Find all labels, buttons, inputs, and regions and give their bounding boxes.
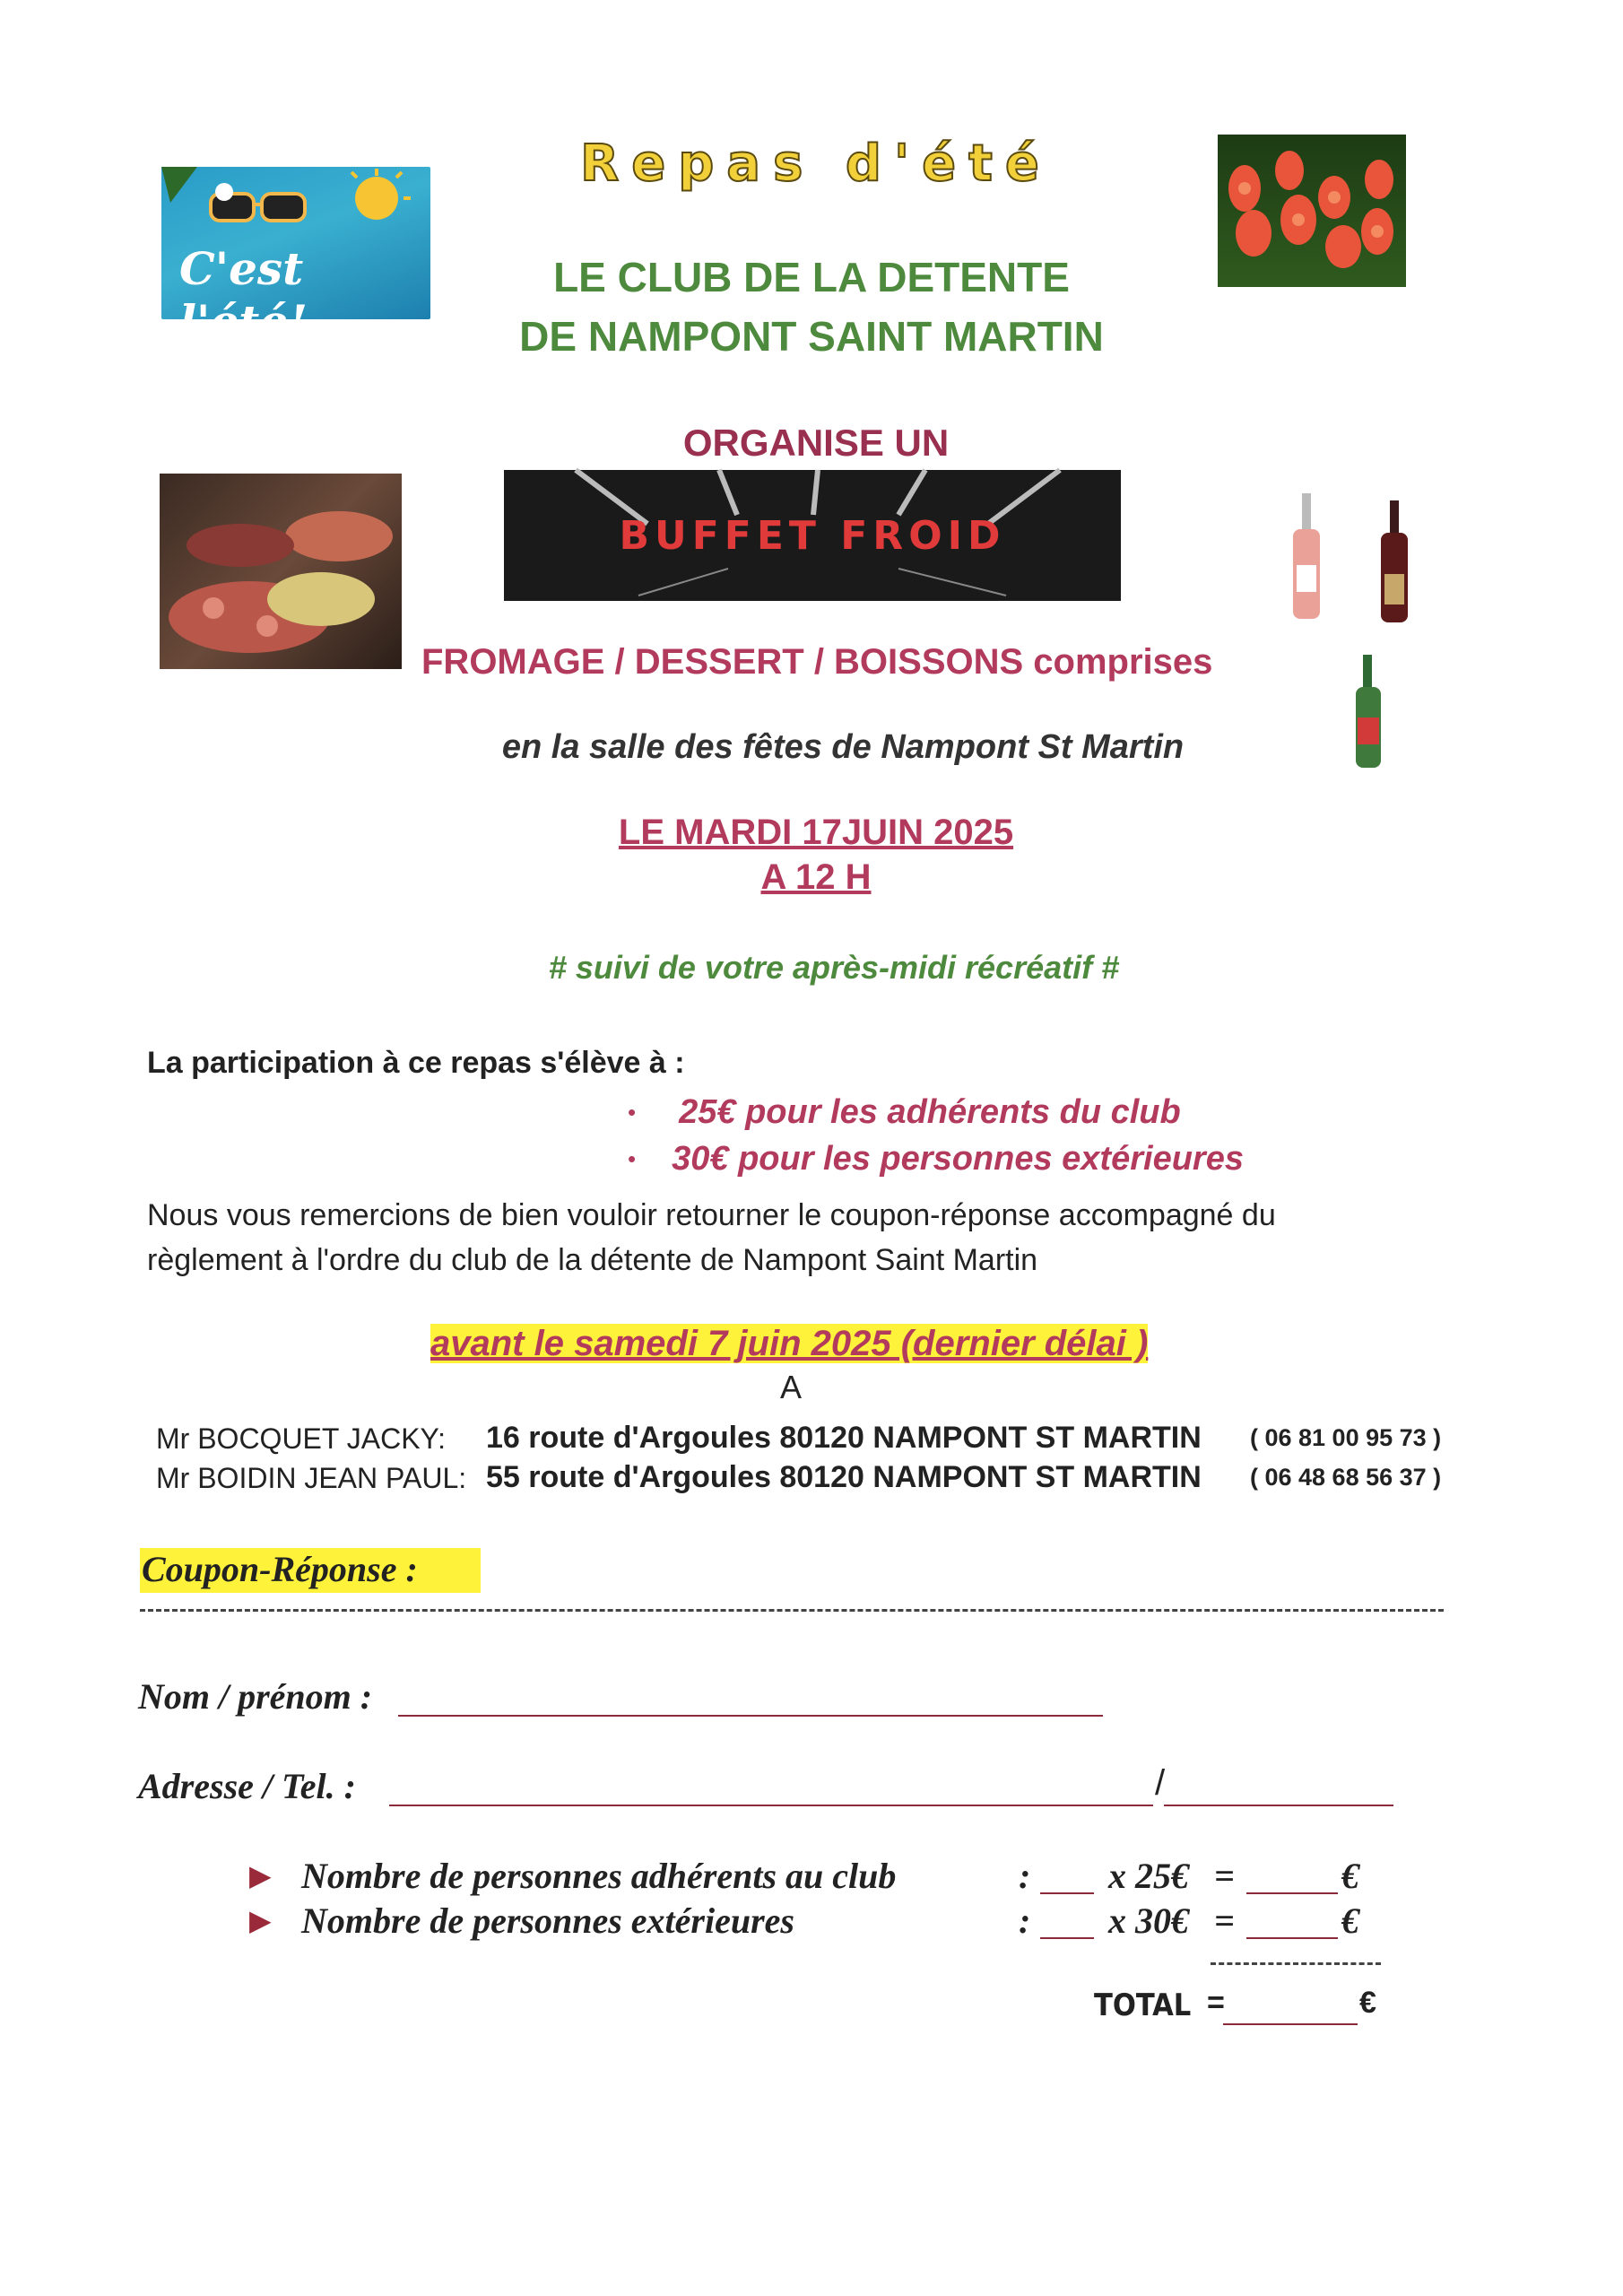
external-total-input[interactable] (1246, 1937, 1338, 1939)
external-count-input[interactable] (1040, 1937, 1094, 1939)
arrow-icon: ▶ (249, 1859, 272, 1892)
members-currency: € (1341, 1856, 1359, 1896)
external-colon: : (1019, 1900, 1031, 1941)
event-followup: # suivi de votre après-midi récréatif # (548, 949, 1120, 986)
coupon-title: Coupon-Réponse : (142, 1549, 418, 1589)
contact-2-address: 55 route d'Argoules 80120 NAMPONT ST MARTIN (486, 1460, 1202, 1494)
event-time: A 12 H (760, 857, 872, 897)
sum-line (1211, 1962, 1381, 1965)
members-count-input[interactable] (1040, 1892, 1094, 1894)
contact-2-phone: ( 06 48 68 56 37 ) (1250, 1464, 1442, 1491)
total-label: TOTAL (1094, 1987, 1192, 2023)
page-title: Repas d'été (580, 135, 1052, 193)
price-item: • 30€ pour les personnes extérieures (628, 1139, 1244, 1178)
deadline-text: avant le samedi 7 juin 2025 (dernier délai ) (430, 1324, 1149, 1363)
price-external: 30€ pour les personnes extérieures (672, 1139, 1244, 1178)
price-list (628, 1089, 1244, 1182)
total-currency: € (1359, 1986, 1376, 2020)
thanks-line2: règlement à l'ordre du club de la détente de Nampont Saint Martin (147, 1243, 1038, 1277)
price-item: • 25€ pour les adhérents du club (628, 1092, 1181, 1131)
contact-2-name: Mr BOIDIN JEAN PAUL: (156, 1462, 467, 1494)
contact-1-address: 16 route d'Argoules 80120 NAMPONT ST MARTIN (486, 1421, 1202, 1455)
club-name-line1: LE CLUB DE LA DETENTE (553, 254, 1070, 300)
price-member: 25€ pour les adhérents du club (679, 1092, 1181, 1131)
buffet-food-image (160, 474, 402, 669)
club-name-line2: DE NAMPONT SAINT MARTIN (519, 313, 1104, 360)
summer-image-text: C'est l'été! (179, 242, 308, 348)
name-input-line[interactable] (398, 1715, 1103, 1717)
members-total-input[interactable] (1246, 1892, 1338, 1894)
total-equals: = (1207, 1986, 1225, 2020)
deadline (430, 1324, 1148, 1364)
gladiolus-flowers-image (1218, 135, 1406, 287)
included-items: FROMAGE / DESSERT / BOISSONS comprises (421, 642, 1213, 682)
external-count-label: Nombre de personnes extérieures (301, 1900, 794, 1941)
members-price: x 25€ (1108, 1856, 1189, 1896)
address-separator: / (1155, 1763, 1166, 1803)
external-equals: = (1214, 1900, 1235, 1941)
event-place: en la salle des fêtes de Nampont St Martin (501, 728, 1185, 766)
thanks-line1: Nous vous remercions de bien vouloir retourner le coupon-réponse accompagné du (147, 1198, 1276, 1232)
phone-input-line[interactable] (1164, 1805, 1393, 1806)
contact-1-phone: ( 06 81 00 95 73 ) (1250, 1424, 1442, 1451)
organise-heading: ORGANISE UN (682, 422, 950, 464)
drink-bottles-image (1291, 493, 1417, 780)
address-label: Adresse / Tel. : (138, 1766, 356, 1806)
cut-line (140, 1609, 1444, 1612)
buffet-froid-banner (504, 470, 1121, 601)
members-count-label: Nombre de personnes adhérents au club (301, 1856, 897, 1896)
total-input[interactable] (1223, 2023, 1358, 2025)
deadline-to: A (780, 1369, 803, 1405)
members-equals: = (1214, 1856, 1235, 1896)
event-date: LE MARDI 17JUIN 2025 (618, 813, 1014, 852)
external-currency: € (1341, 1900, 1359, 1941)
members-colon: : (1019, 1856, 1031, 1896)
external-price: x 30€ (1108, 1900, 1189, 1941)
address-input-line[interactable] (389, 1805, 1153, 1806)
participation-intro: La participation à ce repas s'élève à : (147, 1046, 685, 1080)
name-label: Nom / prénom : (138, 1676, 373, 1717)
contact-1-name: Mr BOCQUET JACKY: (156, 1422, 447, 1455)
arrow-icon: ▶ (249, 1904, 272, 1936)
buffet-froid-text: BUFFET FROID (619, 513, 1006, 559)
